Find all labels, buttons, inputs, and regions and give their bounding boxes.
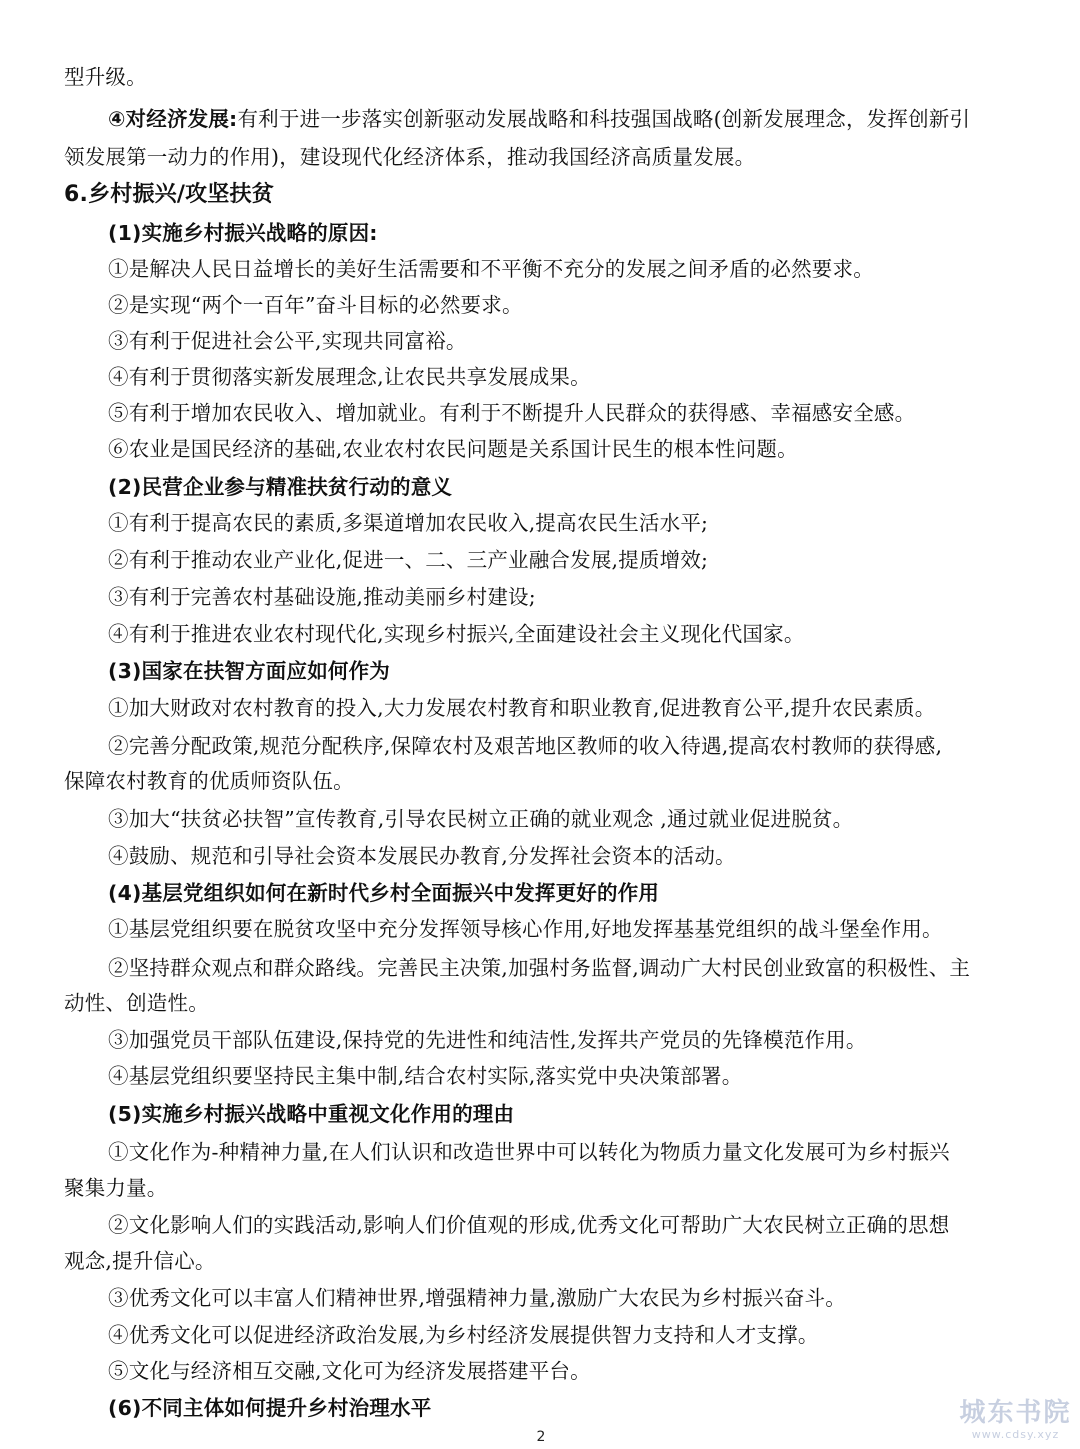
list-item: ②有利于推动农业产业化,促进一、二、三产业融合发展,提质增效; xyxy=(108,548,709,572)
list-item: ⑥农业是国民经济的基础,农业农村农民问题是关系国计民生的根本性问题。 xyxy=(108,437,798,461)
subsection-heading: (1)实施乡村振兴战略的原因: xyxy=(108,221,378,245)
list-item: ④有利于贯彻落实新发展理念,让农民共享发展成果。 xyxy=(108,365,591,389)
list-item: ①基层党组织要在脱贫攻坚中充分发挥领导核心作用,好地发挥基基党组织的战斗堡垒作用。 xyxy=(108,917,943,941)
list-item: ③有利于促进社会公平,实现共同富裕。 xyxy=(108,329,467,353)
list-item: ④有利于推进农业农村现代化,实现乡村振兴,全面建设社会主义现化代国家。 xyxy=(108,622,805,646)
list-item: ③有利于完善农村基础设施,推动美丽乡村建设; xyxy=(108,585,536,609)
line-text: 有利于进一步落实创新驱动发展战略和科技强国战略(创新发展理念，发挥创新引 xyxy=(237,107,971,131)
list-item: ③优秀文化可以丰富人们精神世界,增强精神力量,激励广大农民为乡村振兴奋斗。 xyxy=(108,1286,846,1310)
subsection-heading: (6)不同主体如何提升乡村治理水平 xyxy=(108,1396,432,1420)
text-line xyxy=(108,104,970,134)
list-item: ⑤文化与经济相互交融,文化可为经济发展搭建平台。 xyxy=(108,1359,591,1383)
list-item: ④基层党组织要坚持民主集中制,结合农村实际,落实党中央决策部署。 xyxy=(108,1064,743,1088)
list-item-continuation: 观念,提升信心。 xyxy=(64,1249,216,1273)
list-item: ③加大“扶贫必扶智”宣传教育,引导农民树立正确的就业观念 ,通过就业促进脱贫。 xyxy=(108,807,854,831)
bold-label: ④对经济发展: xyxy=(108,107,238,131)
list-item: ④优秀文化可以促进经济政治发展,为乡村经济发展提供智力支持和人才支撑。 xyxy=(108,1323,819,1347)
list-item: ②是实现“两个一百年”奋斗目标的必然要求。 xyxy=(108,293,523,317)
list-item: ②完善分配政策,规范分配秩序,保障农村及艰苦地区教师的收入待遇,提高农村教师的获得感, xyxy=(108,734,943,758)
subsection-heading: (4)基层党组织如何在新时代乡村全面振兴中发挥更好的作用 xyxy=(108,881,660,905)
watermark-url: www.cdsy.xyz xyxy=(971,1428,1060,1441)
list-item: ①文化作为-种精神力量,在人们认识和改造世界中可以转化为物质力量文化发展可为乡村振兴 xyxy=(108,1140,950,1164)
text-line: 型升级。 xyxy=(64,65,147,89)
subsection-heading: (2)民营企业参与精准扶贫行动的意义 xyxy=(108,475,453,499)
subsection-heading: (3)国家在扶智方面应如何作为 xyxy=(108,659,391,683)
list-item: ②文化影响人们的实践活动,影响人们价值观的形成,优秀文化可帮助广大农民树立正确的思想 xyxy=(108,1213,950,1237)
list-item: ⑤有利于增加农民收入、增加就业。有利于不断提升人民群众的获得感、幸福感安全感。 xyxy=(108,401,916,425)
list-item-continuation: 动性、创造性。 xyxy=(64,991,209,1015)
list-item-continuation: 聚集力量。 xyxy=(64,1176,168,1200)
list-item: ①加大财政对农村教育的投入,大力发展农村教育和职业教育,促进教育公平,提升农民素质。 xyxy=(108,696,936,720)
list-item: ①有利于提高农民的素质,多渠道增加农民收入,提高农民生活水平; xyxy=(108,511,709,535)
list-item: ②坚持群众观点和群众路线。完善民主决策,加强村务监督,调动广大村民创业致富的积极性、主 xyxy=(108,956,971,980)
list-item: ④鼓励、规范和引导社会资本发展民办教育,分发挥社会资本的活动。 xyxy=(108,844,736,868)
watermark-logo xyxy=(958,1398,1073,1442)
list-item-continuation: 保障农村教育的优质师资队伍。 xyxy=(64,769,354,793)
section-heading: 6.乡村振兴/攻坚扶贫 xyxy=(64,182,274,207)
subsection-heading: (5)实施乡村振兴战略中重视文化作用的理由 xyxy=(108,1102,515,1126)
text-line: 领发展第一动力的作用)，建设现代化经济体系，推动我国经济高质量发展。 xyxy=(64,145,756,169)
list-item: ③加强党员干部队伍建设,保持党的先进性和纯洁性,发挥共产党员的先锋模范作用。 xyxy=(108,1028,867,1052)
watermark-title: 城东书院 xyxy=(959,1398,1072,1428)
list-item: ①是解决人民日益增长的美好生活需要和不平衡不充分的发展之间矛盾的必然要求。 xyxy=(108,257,874,281)
page-number: 2 xyxy=(536,1429,546,1445)
